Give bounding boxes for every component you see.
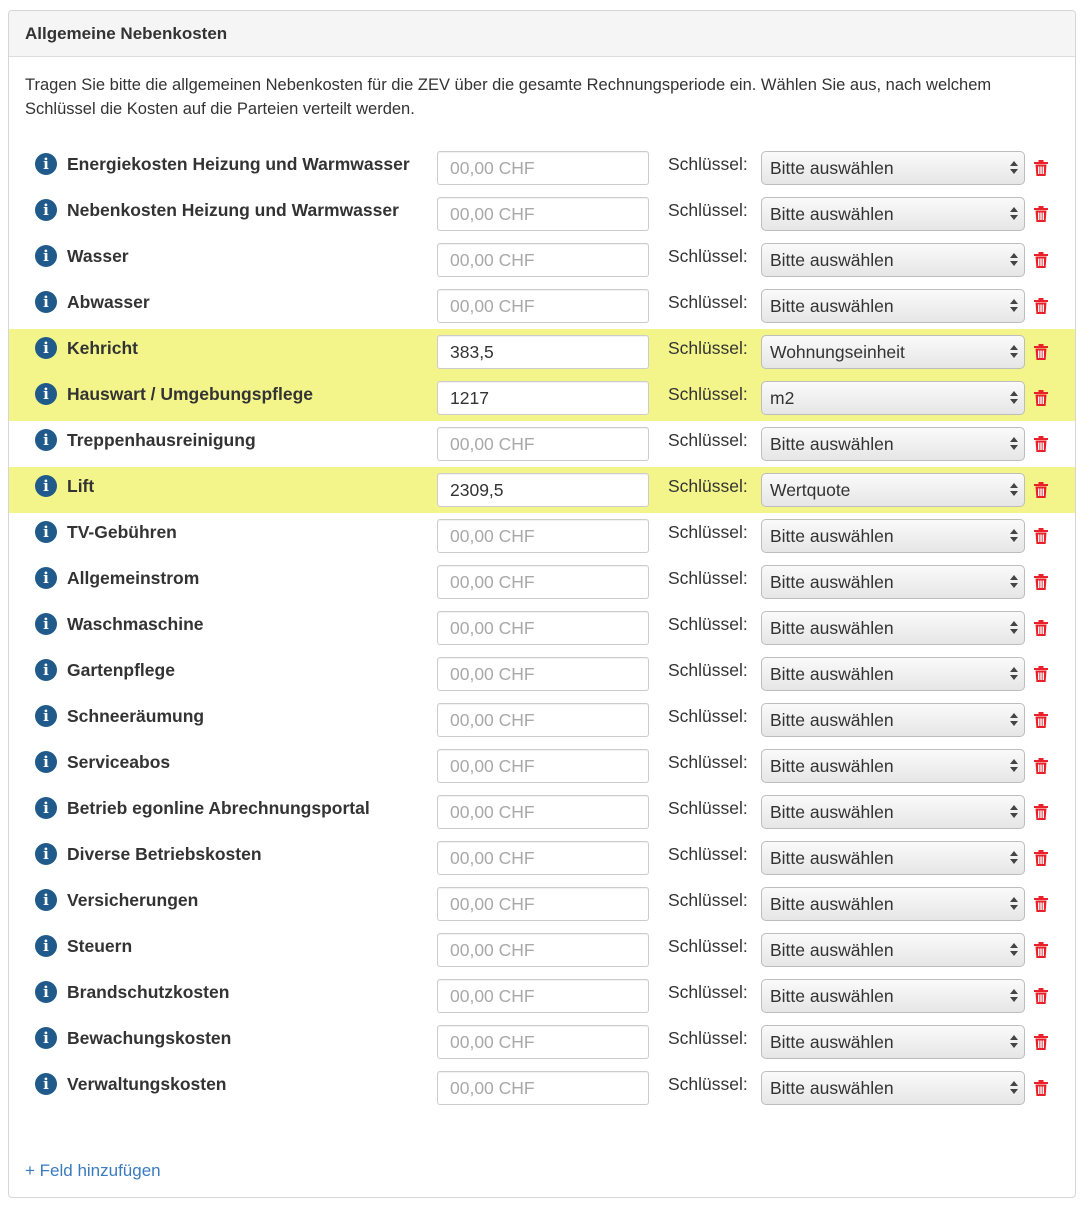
key-select[interactable] bbox=[761, 427, 1025, 461]
amount-input[interactable] bbox=[437, 611, 649, 645]
trash-icon[interactable] bbox=[1034, 666, 1048, 682]
amount-input[interactable] bbox=[437, 427, 649, 461]
cost-row-diverse-betriebskosten bbox=[9, 835, 1075, 881]
trash-icon[interactable] bbox=[1034, 436, 1048, 452]
key-label: Schlüssel: bbox=[668, 384, 748, 404]
cost-label: Wasser bbox=[67, 246, 129, 266]
key-label: Schlüssel: bbox=[668, 154, 748, 174]
cost-label: Allgemeinstrom bbox=[67, 568, 200, 588]
select-arrows-icon bbox=[1010, 206, 1018, 222]
info-circle-icon[interactable]: i bbox=[35, 613, 57, 635]
cost-label: Lift bbox=[67, 476, 95, 496]
key-select[interactable] bbox=[761, 841, 1025, 875]
cost-label: Versicherungen bbox=[67, 890, 199, 910]
info-circle-icon[interactable]: i bbox=[35, 383, 57, 405]
key-select[interactable] bbox=[761, 979, 1025, 1013]
key-label: Schlüssel: bbox=[668, 614, 748, 634]
key-select-value: Bitte auswählen bbox=[770, 664, 894, 684]
cost-label: TV-Gebühren bbox=[67, 522, 177, 542]
key-label: Schlüssel: bbox=[668, 200, 748, 220]
amount-input[interactable] bbox=[437, 289, 649, 323]
key-select-value: Bitte auswählen bbox=[770, 250, 894, 270]
key-select[interactable] bbox=[761, 887, 1025, 921]
key-label: Schlüssel: bbox=[668, 246, 748, 266]
key-select-value: Bitte auswählen bbox=[770, 296, 894, 316]
info-circle-icon[interactable]: i bbox=[35, 245, 57, 267]
key-select-value: Bitte auswählen bbox=[770, 434, 894, 454]
trash-icon[interactable] bbox=[1034, 482, 1048, 498]
add-field-link[interactable]: + Feld hinzufügen bbox=[25, 1161, 161, 1180]
key-label: Schlüssel: bbox=[668, 476, 748, 496]
cost-row-brandschutzkosten bbox=[9, 973, 1075, 1019]
cost-row-kehricht bbox=[9, 329, 1075, 375]
cost-row-waschmaschine bbox=[9, 605, 1075, 651]
select-arrows-icon bbox=[1010, 666, 1018, 682]
amount-input[interactable] bbox=[437, 933, 649, 967]
info-circle-icon[interactable]: i bbox=[35, 1027, 57, 1049]
info-circle-icon[interactable]: i bbox=[35, 1073, 57, 1095]
info-circle-icon[interactable]: i bbox=[35, 935, 57, 957]
info-circle-icon[interactable]: i bbox=[35, 751, 57, 773]
trash-icon[interactable] bbox=[1034, 252, 1048, 268]
key-select-value: Bitte auswählen bbox=[770, 802, 894, 822]
trash-icon[interactable] bbox=[1034, 758, 1048, 774]
key-select[interactable] bbox=[761, 289, 1025, 323]
key-label: Schlüssel: bbox=[668, 798, 748, 818]
trash-icon[interactable] bbox=[1034, 896, 1048, 912]
select-arrows-icon bbox=[1010, 988, 1018, 1004]
cost-label: Verwaltungskosten bbox=[67, 1074, 227, 1094]
key-select[interactable] bbox=[761, 657, 1025, 691]
amount-input[interactable] bbox=[437, 841, 649, 875]
cost-row-treppenhausreinigung bbox=[9, 421, 1075, 467]
cost-label: Hauswart / Umgebungspflege bbox=[67, 384, 314, 404]
cost-label: Abwasser bbox=[67, 292, 150, 312]
cost-row-bewachungskosten bbox=[9, 1019, 1075, 1065]
select-arrows-icon bbox=[1010, 804, 1018, 820]
cost-row-versicherungen bbox=[9, 881, 1075, 927]
trash-icon[interactable] bbox=[1034, 1034, 1048, 1050]
info-circle-icon[interactable]: i bbox=[35, 475, 57, 497]
key-select[interactable] bbox=[761, 933, 1025, 967]
cost-row-energiekosten bbox=[9, 145, 1075, 191]
trash-icon[interactable] bbox=[1034, 574, 1048, 590]
select-arrows-icon bbox=[1010, 1034, 1018, 1050]
amount-input[interactable] bbox=[437, 197, 649, 231]
select-arrows-icon bbox=[1010, 712, 1018, 728]
cost-label: Steuern bbox=[67, 936, 133, 956]
allgemeine-nebenkosten-panel bbox=[8, 10, 1076, 1198]
key-select-value: Wertquote bbox=[770, 480, 851, 500]
cost-row-serviceabos bbox=[9, 743, 1075, 789]
amount-input[interactable] bbox=[437, 243, 649, 277]
intro-text: Tragen Sie bitte die allgemeinen Nebenkosten für die ZEV über die gesamte Rechnungsperiode ein. Wählen Sie aus, nach welchem Schlüssel die Kosten auf die Parteien verteilt werden. bbox=[25, 76, 992, 118]
key-select[interactable] bbox=[761, 519, 1025, 553]
trash-icon[interactable] bbox=[1034, 804, 1048, 820]
select-arrows-icon bbox=[1010, 160, 1018, 176]
key-label: Schlüssel: bbox=[668, 292, 748, 312]
cost-label: Gartenpflege bbox=[67, 660, 175, 680]
key-label: Schlüssel: bbox=[668, 522, 748, 542]
key-label: Schlüssel: bbox=[668, 752, 748, 772]
select-arrows-icon bbox=[1010, 620, 1018, 636]
select-arrows-icon bbox=[1010, 252, 1018, 268]
info-circle-icon[interactable]: i bbox=[35, 199, 57, 221]
select-arrows-icon bbox=[1010, 436, 1018, 452]
key-label: Schlüssel: bbox=[668, 844, 748, 864]
amount-input[interactable] bbox=[437, 1071, 649, 1105]
cost-rows bbox=[9, 145, 1075, 1111]
panel-title: Allgemeine Nebenkosten bbox=[9, 11, 1075, 57]
cost-row-steuern bbox=[9, 927, 1075, 973]
amount-input[interactable] bbox=[437, 519, 649, 553]
trash-icon[interactable] bbox=[1034, 298, 1048, 314]
cost-row-wasser bbox=[9, 237, 1075, 283]
key-select[interactable] bbox=[761, 243, 1025, 277]
key-select[interactable] bbox=[761, 565, 1025, 599]
cost-row-schneeraeumung bbox=[9, 697, 1075, 743]
key-label: Schlüssel: bbox=[668, 1074, 748, 1094]
info-circle-icon[interactable]: i bbox=[35, 567, 57, 589]
trash-icon[interactable] bbox=[1034, 390, 1048, 406]
info-circle-icon[interactable]: i bbox=[35, 889, 57, 911]
trash-icon[interactable] bbox=[1034, 942, 1048, 958]
amount-input[interactable] bbox=[437, 749, 649, 783]
info-circle-icon[interactable]: i bbox=[35, 429, 57, 451]
cost-row-tv-gebuehren bbox=[9, 513, 1075, 559]
key-select-value: m2 bbox=[770, 388, 795, 408]
cost-label: Nebenkosten Heizung und Warmwasser bbox=[67, 200, 399, 220]
key-select[interactable] bbox=[761, 611, 1025, 645]
amount-input[interactable] bbox=[437, 335, 649, 369]
key-label: Schlüssel: bbox=[668, 660, 748, 680]
key-select-value: Wohnungseinheit bbox=[770, 342, 905, 362]
cost-label: Bewachungskosten bbox=[67, 1028, 232, 1048]
select-arrows-icon bbox=[1010, 1080, 1018, 1096]
info-circle-icon[interactable]: i bbox=[35, 153, 57, 175]
cost-row-hauswart bbox=[9, 375, 1075, 421]
cost-label: Serviceabos bbox=[67, 752, 171, 772]
info-circle-icon[interactable]: i bbox=[35, 337, 57, 359]
amount-input[interactable] bbox=[437, 151, 649, 185]
key-select[interactable] bbox=[761, 197, 1025, 231]
info-circle-icon[interactable]: i bbox=[35, 521, 57, 543]
key-label: Schlüssel: bbox=[668, 430, 748, 450]
select-arrows-icon bbox=[1010, 482, 1018, 498]
cost-row-allgemeinstrom bbox=[9, 559, 1075, 605]
key-select-value: Bitte auswählen bbox=[770, 1078, 894, 1098]
cost-label: Waschmaschine bbox=[67, 614, 204, 634]
cost-label: Schneeräumung bbox=[67, 706, 205, 726]
trash-icon[interactable] bbox=[1034, 620, 1048, 636]
select-arrows-icon bbox=[1010, 896, 1018, 912]
cost-row-gartenpflege bbox=[9, 651, 1075, 697]
key-select-value: Bitte auswählen bbox=[770, 618, 894, 638]
amount-input[interactable] bbox=[437, 381, 649, 415]
cost-label: Brandschutzkosten bbox=[67, 982, 230, 1002]
cost-label: Betrieb egonline Abrechnungsportal bbox=[67, 798, 370, 818]
trash-icon[interactable] bbox=[1034, 1080, 1048, 1096]
key-label: Schlüssel: bbox=[668, 1028, 748, 1048]
select-arrows-icon bbox=[1010, 298, 1018, 314]
trash-icon[interactable] bbox=[1034, 528, 1048, 544]
info-circle-icon[interactable]: i bbox=[35, 291, 57, 313]
amount-input[interactable] bbox=[437, 795, 649, 829]
amount-input[interactable] bbox=[437, 1025, 649, 1059]
amount-input[interactable] bbox=[437, 657, 649, 691]
key-select[interactable] bbox=[761, 1025, 1025, 1059]
key-select[interactable] bbox=[761, 335, 1025, 369]
cost-row-verwaltungskosten bbox=[9, 1065, 1075, 1111]
key-select[interactable] bbox=[761, 151, 1025, 185]
cost-row-lift bbox=[9, 467, 1075, 513]
key-select[interactable] bbox=[761, 473, 1025, 507]
key-label: Schlüssel: bbox=[668, 982, 748, 1002]
amount-input[interactable] bbox=[437, 703, 649, 737]
amount-input[interactable] bbox=[437, 887, 649, 921]
key-select-value: Bitte auswählen bbox=[770, 204, 894, 224]
key-label: Schlüssel: bbox=[668, 890, 748, 910]
select-arrows-icon bbox=[1010, 528, 1018, 544]
info-circle-icon[interactable]: i bbox=[35, 705, 57, 727]
trash-icon[interactable] bbox=[1034, 206, 1048, 222]
key-select[interactable] bbox=[761, 381, 1025, 415]
key-select-value: Bitte auswählen bbox=[770, 756, 894, 776]
info-circle-icon[interactable]: i bbox=[35, 981, 57, 1003]
cost-label: Energiekosten Heizung und Warmwasser bbox=[67, 154, 410, 174]
key-select[interactable] bbox=[761, 1071, 1025, 1105]
key-select[interactable] bbox=[761, 749, 1025, 783]
amount-input[interactable] bbox=[437, 979, 649, 1013]
cost-row-abwasser bbox=[9, 283, 1075, 329]
info-circle-icon[interactable]: i bbox=[35, 659, 57, 681]
key-select-value: Bitte auswählen bbox=[770, 572, 894, 592]
info-circle-icon[interactable]: i bbox=[35, 843, 57, 865]
key-label: Schlüssel: bbox=[668, 936, 748, 956]
key-select-value: Bitte auswählen bbox=[770, 710, 894, 730]
key-select-value: Bitte auswählen bbox=[770, 526, 894, 546]
key-label: Schlüssel: bbox=[668, 706, 748, 726]
key-select-value: Bitte auswählen bbox=[770, 848, 894, 868]
trash-icon[interactable] bbox=[1034, 850, 1048, 866]
key-select-value: Bitte auswählen bbox=[770, 894, 894, 914]
trash-icon[interactable] bbox=[1034, 160, 1048, 176]
trash-icon[interactable] bbox=[1034, 988, 1048, 1004]
select-arrows-icon bbox=[1010, 942, 1018, 958]
select-arrows-icon bbox=[1010, 850, 1018, 866]
select-arrows-icon bbox=[1010, 390, 1018, 406]
cost-label: Diverse Betriebskosten bbox=[67, 844, 262, 864]
select-arrows-icon bbox=[1010, 574, 1018, 590]
key-select-value: Bitte auswählen bbox=[770, 158, 894, 178]
amount-input[interactable] bbox=[437, 565, 649, 599]
amount-input[interactable] bbox=[437, 473, 649, 507]
key-select[interactable] bbox=[761, 703, 1025, 737]
cost-label: Kehricht bbox=[67, 338, 138, 358]
select-arrows-icon bbox=[1010, 344, 1018, 360]
key-label: Schlüssel: bbox=[668, 338, 748, 358]
key-select[interactable] bbox=[761, 795, 1025, 829]
trash-icon[interactable] bbox=[1034, 712, 1048, 728]
select-arrows-icon bbox=[1010, 758, 1018, 774]
trash-icon[interactable] bbox=[1034, 344, 1048, 360]
info-circle-icon[interactable]: i bbox=[35, 797, 57, 819]
cost-row-betrieb-egonline bbox=[9, 789, 1075, 835]
key-select-value: Bitte auswählen bbox=[770, 986, 894, 1006]
key-label: Schlüssel: bbox=[668, 568, 748, 588]
cost-row-nebenkosten-heizung bbox=[9, 191, 1075, 237]
cost-label: Treppenhausreinigung bbox=[67, 430, 256, 450]
key-select-value: Bitte auswählen bbox=[770, 1032, 894, 1052]
key-select-value: Bitte auswählen bbox=[770, 940, 894, 960]
